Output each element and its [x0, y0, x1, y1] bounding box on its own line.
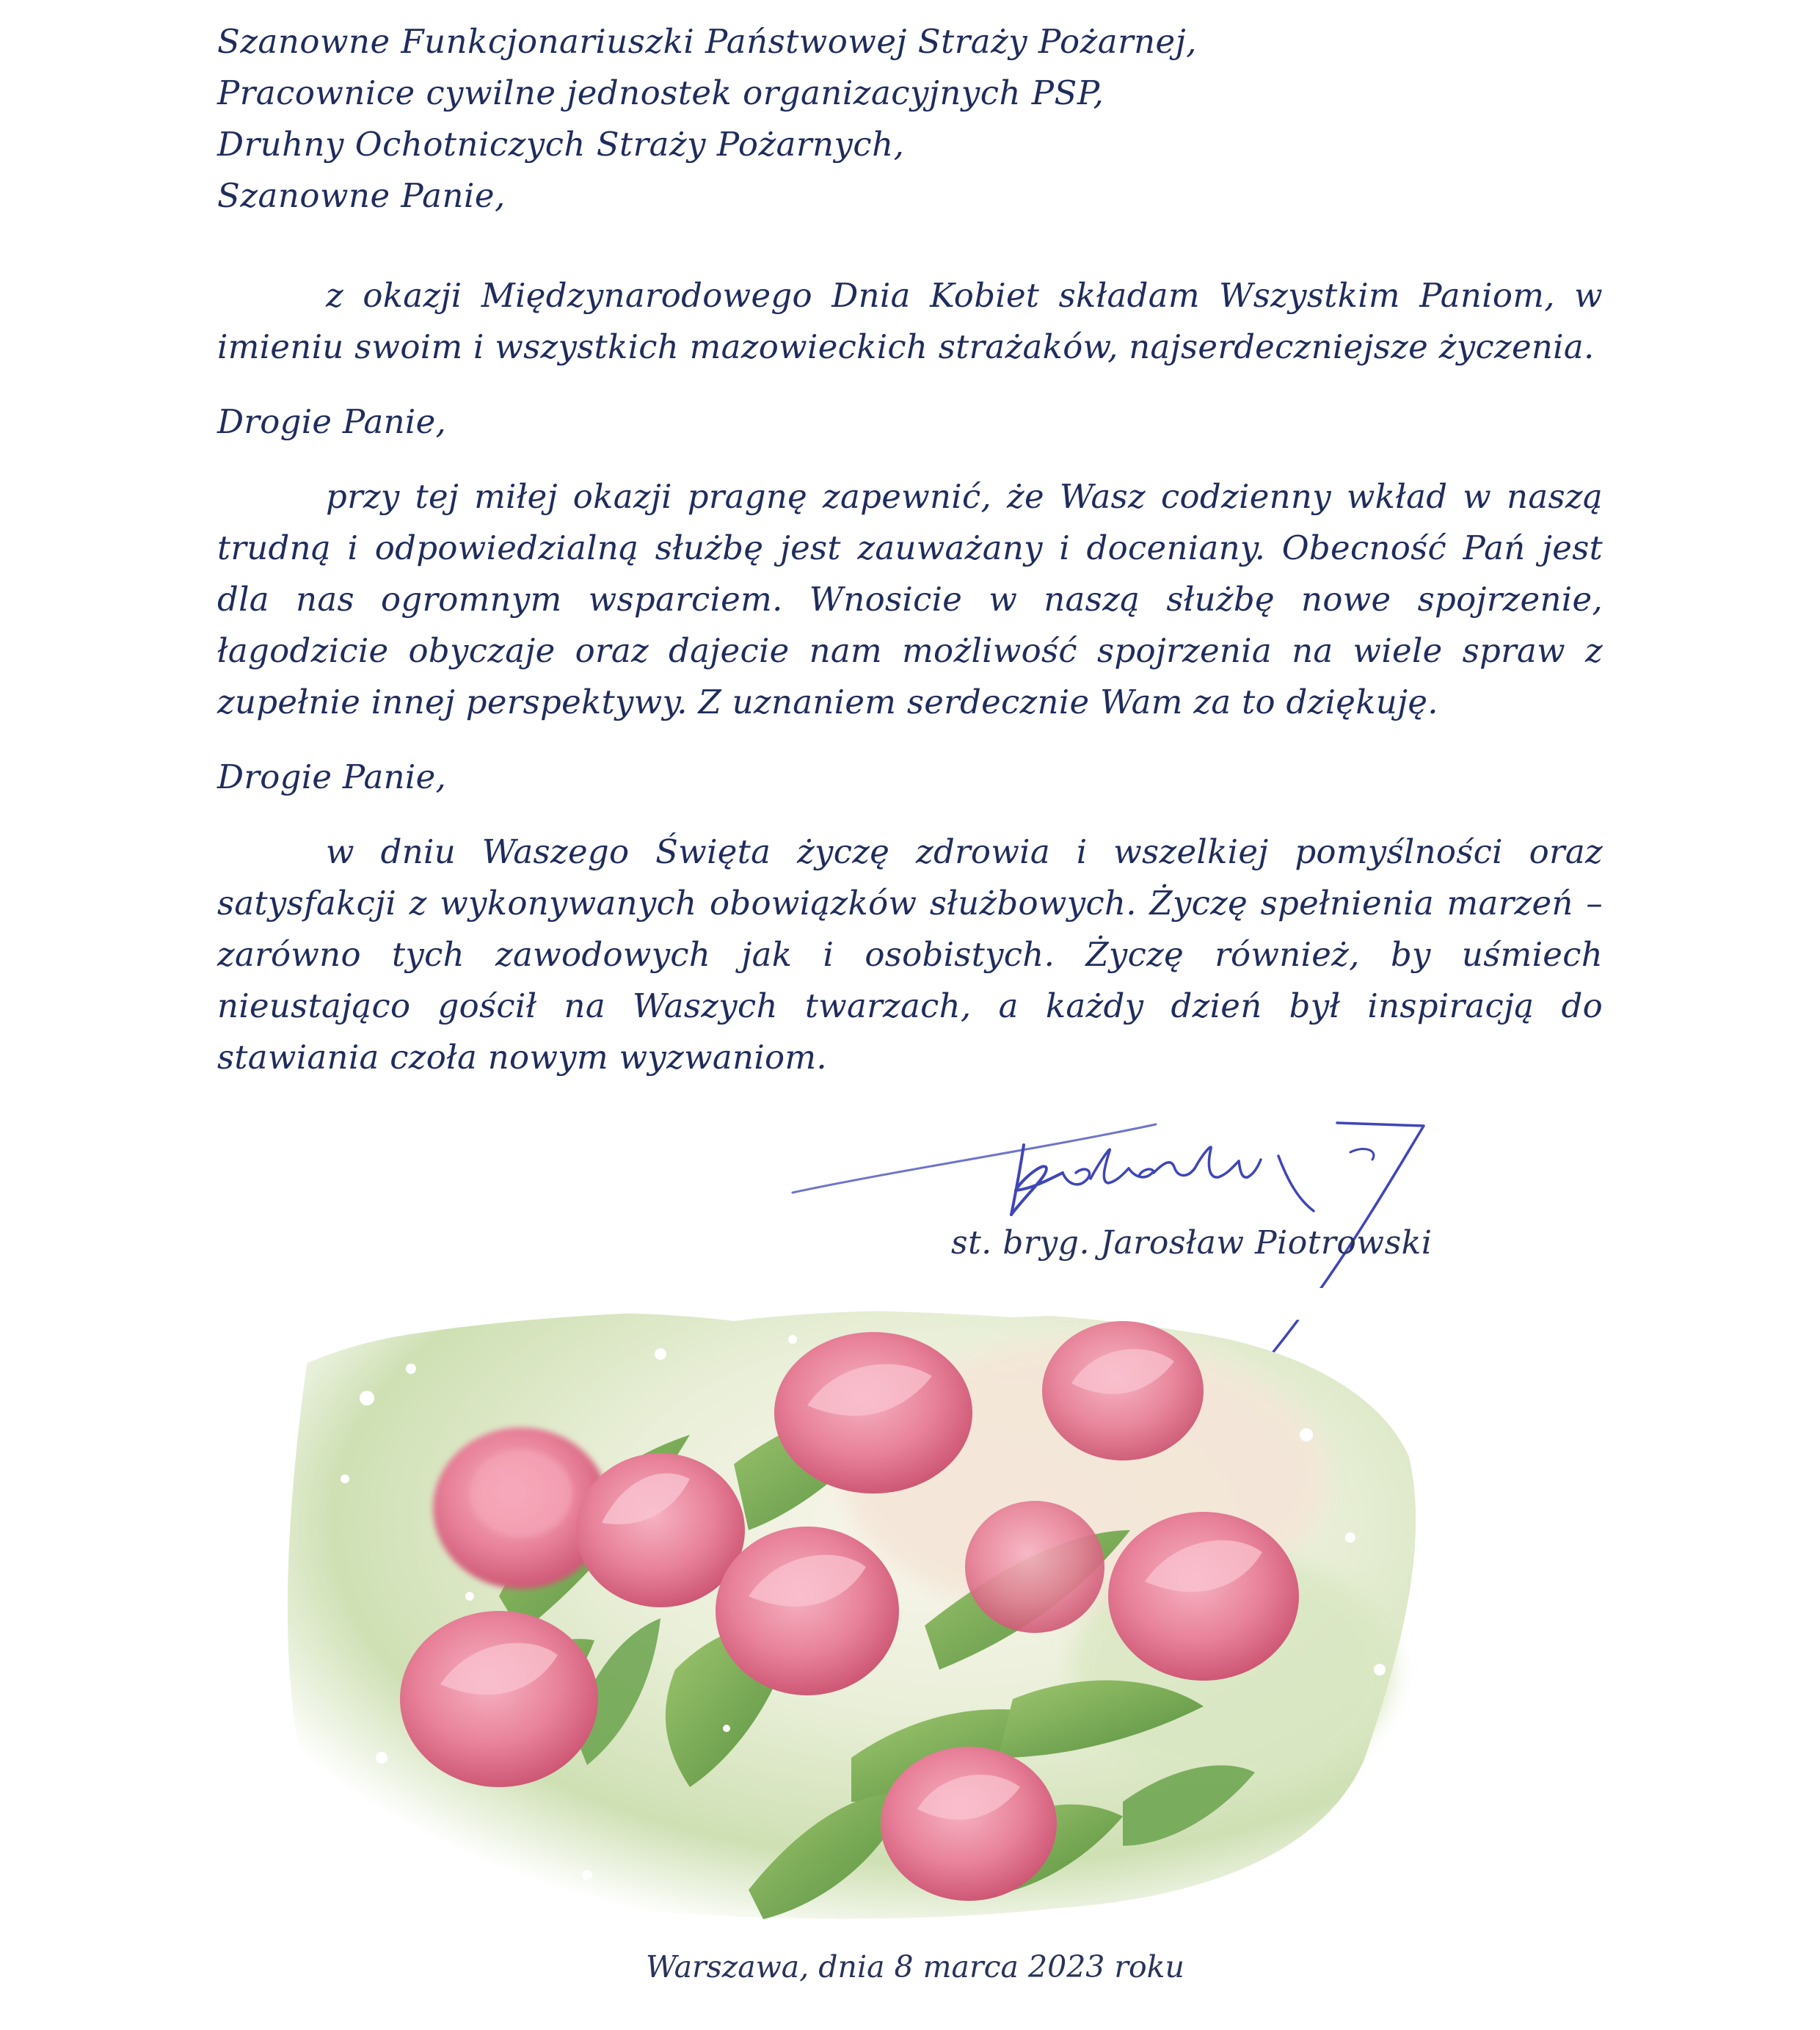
greeting-line: Pracownice cywilne jednostek organizacyjnych PSP,: [217, 73, 1104, 112]
greeting-line: Szanowne Funkcjonariuszki Państwowej Straży Pożarnej,: [217, 22, 1197, 61]
salutation: Drogie Panie,: [217, 402, 447, 441]
tulip: [965, 1501, 1104, 1633]
greeting-block: [217, 16, 1612, 222]
paragraph: w dniu Waszego Święta życzę zdrowia i wszelkiej pomyślności oraz satysfakcji z wykonywanych obowiązków służbowych. Życzę spełnienia marzeń – zarówno tych zawodowych jak i osobistych. Życzę również, by uśmiech nieustająco gościł na Waszych twarzach, a każdy dzień był inspiracją do stawiania czoła nowym wyzwaniom.: [217, 832, 1603, 1077]
tulip: [774, 1332, 972, 1494]
paragraph: przy tej miłej okazji pragnę zapewnić, że Wasz codzienny wkład w naszą trudną i odpowiedzialną służbę jest zauważany i doceniany. Obecność Pań jest dla nas ogromnym wsparciem. Wnosicie w naszą służbę nowe spojrzenie, łagodzicie obyczaje oraz dajecie nam możliwość spojrzenia na wiele spraw z zupełnie innej perspektywy. Z uznaniem serdecznie Wam za to dziękuję.: [217, 477, 1603, 721]
tulip: [576, 1453, 745, 1607]
tulip: [1042, 1321, 1204, 1460]
tulip: [881, 1747, 1057, 1901]
tulip: [1108, 1512, 1299, 1681]
greeting-line: Szanowne Panie,: [217, 176, 506, 215]
date-line: Warszawa, dnia 8 marca 2023 roku: [646, 1949, 1184, 1984]
letter-body: [217, 270, 1603, 1083]
tulip: [716, 1527, 899, 1695]
greeting-line: Druhny Ochotniczych Straży Pożarnych,: [217, 125, 905, 164]
salutation: Drogie Panie,: [217, 757, 447, 796]
tulip: [400, 1611, 598, 1787]
signer-name: st. bryg. Jarosław Piotrowski: [951, 1224, 1433, 1262]
tulip-bouquet-illustration: [279, 1288, 1438, 1934]
paragraph: z okazji Międzynarodowego Dnia Kobiet składam Wszystkim Paniom, w imieniu swoim i wszystkich mazowieckich strażaków, najserdeczniejsze życzenia.: [217, 276, 1603, 366]
